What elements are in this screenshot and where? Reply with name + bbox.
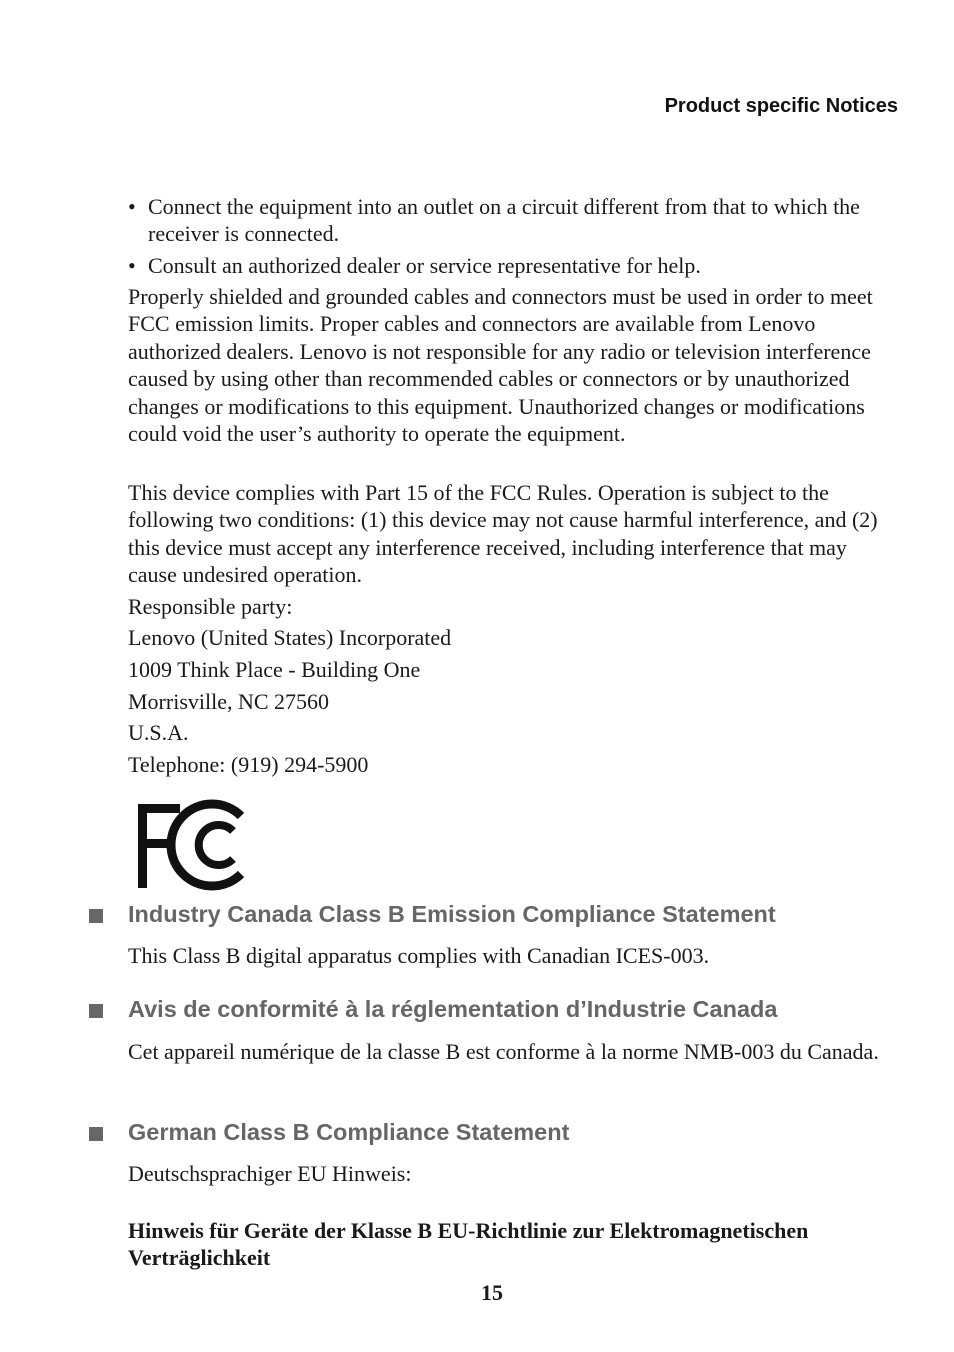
fcc-logo-icon	[134, 797, 248, 893]
section-heading: German Class B Compliance Statement	[128, 1119, 570, 1145]
bullet-icon: •	[128, 253, 136, 278]
section-bullet-icon	[89, 1004, 103, 1018]
company-name: Lenovo (United States) Incorporated	[128, 625, 452, 650]
address-street: 1009 Think Place - Building One	[128, 657, 421, 682]
paragraph: Deutschsprachiger EU Hinweis:	[128, 1161, 412, 1186]
telephone: Telephone: (919) 294-5900	[128, 752, 369, 777]
responsible-party-label: Responsible party:	[128, 594, 293, 619]
paragraph: This Class B digital apparatus complies with Canadian ICES-003.	[128, 943, 710, 968]
subheading: Hinweis für Geräte der Klasse B EU-Richtlinie zur Elektromagnetischen Verträglichkeit	[128, 1218, 809, 1271]
section-bullet-icon	[89, 909, 103, 923]
bullet-icon: •	[128, 194, 136, 219]
paragraph: Cet appareil numérique de la classe B est conforme à la norme NMB-003 du Canada.	[128, 1039, 879, 1064]
paragraph: This device complies with Part 15 of the FCC Rules. Operation is subject to the following two conditions: (1) this device may not cause harmful interference, and (2) this device must accept any interference received, including interference that may cause undesired operation.	[128, 480, 878, 588]
section-bullet-icon	[89, 1127, 103, 1141]
list-item-text: Consult an authorized dealer or service representative for help.	[148, 253, 701, 278]
address-country: U.S.A.	[128, 720, 189, 745]
address-city: Morrisville, NC 27560	[128, 689, 330, 714]
section-heading: Avis de conformité à la réglementation d’Industrie Canada	[128, 996, 778, 1022]
page-number: 15	[481, 1280, 503, 1305]
list-item	[128, 252, 898, 279]
list-item	[128, 193, 898, 248]
paragraph: Properly shielded and grounded cables and connectors must be used in order to meet FCC emission limits. Proper cables and connectors are available from Lenovo authorized dealers. Lenovo is not responsible for any radio or television interference caused by using other than recommended cables or connectors or by unauthorized changes or modifications to this equipment. Unauthorized changes or modifications could void the user’s authority to operate the equipment.	[128, 284, 873, 447]
list-item-text: Connect the equipment into an outlet on a circuit different from that to which the receiver is connected.	[148, 194, 860, 247]
page-header: Product specific Notices	[664, 95, 898, 117]
section-heading: Industry Canada Class B Emission Compliance Statement	[128, 901, 776, 927]
